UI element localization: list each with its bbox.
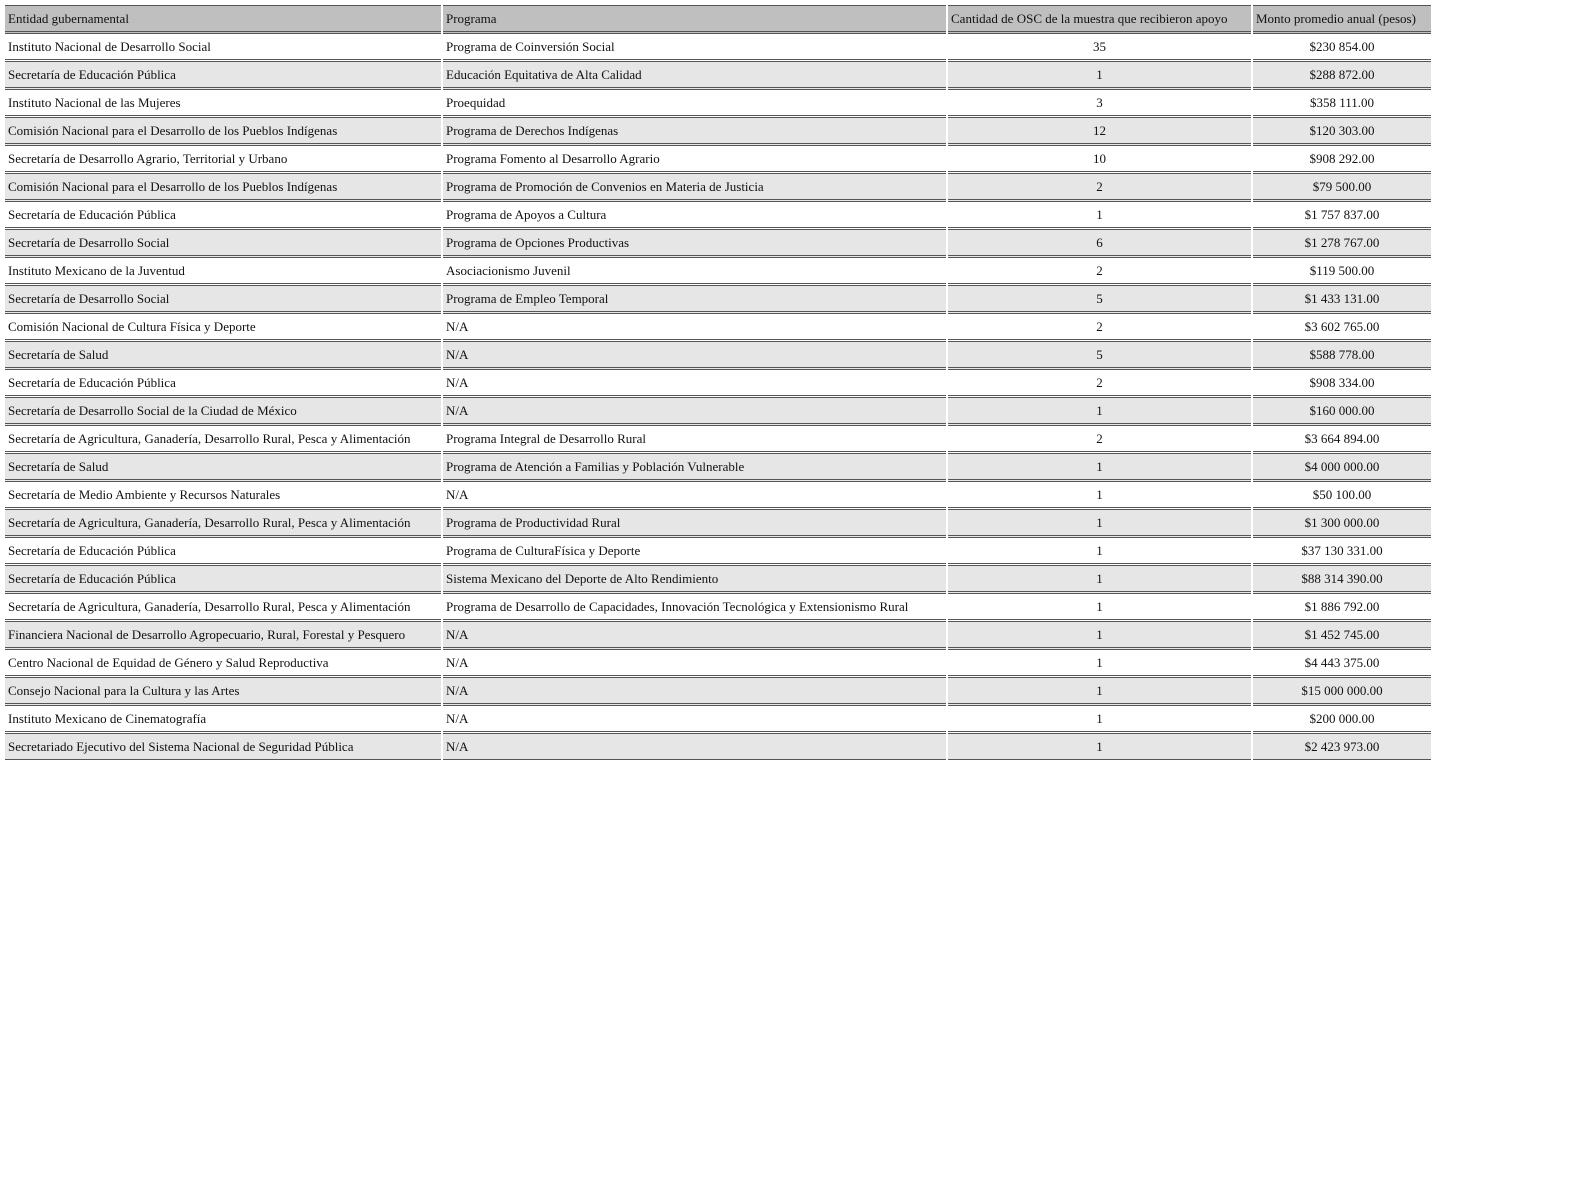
cell-count: 1 bbox=[948, 398, 1251, 426]
cell-entity: Centro Nacional de Equidad de Género y Salud Reproductiva bbox=[5, 650, 441, 678]
cell-program: Programa Fomento al Desarrollo Agrario bbox=[443, 146, 946, 174]
cell-count: 12 bbox=[948, 118, 1251, 146]
table-row bbox=[5, 342, 1431, 370]
cell-program: N/A bbox=[443, 398, 946, 426]
cell-entity: Secretaría de Salud bbox=[5, 454, 441, 482]
table-row bbox=[5, 314, 1431, 342]
cell-program: Programa de Desarrollo de Capacidades, Innovación Tecnológica y Extensionismo Rural bbox=[443, 594, 946, 622]
cell-amount: $37 130 331.00 bbox=[1253, 538, 1431, 566]
cell-amount: $1 278 767.00 bbox=[1253, 230, 1431, 258]
cell-count: 1 bbox=[948, 734, 1251, 760]
table-row bbox=[5, 370, 1431, 398]
cell-entity: Secretaría de Agricultura, Ganadería, Desarrollo Rural, Pesca y Alimentación bbox=[5, 426, 441, 454]
cell-entity: Secretaría de Educación Pública bbox=[5, 370, 441, 398]
cell-program: Programa de Empleo Temporal bbox=[443, 286, 946, 314]
cell-count: 1 bbox=[948, 202, 1251, 230]
table-row bbox=[5, 90, 1431, 118]
cell-amount: $1 757 837.00 bbox=[1253, 202, 1431, 230]
cell-entity: Comisión Nacional para el Desarrollo de los Pueblos Indígenas bbox=[5, 118, 441, 146]
cell-count: 1 bbox=[948, 482, 1251, 510]
cell-entity: Financiera Nacional de Desarrollo Agropecuario, Rural, Forestal y Pesquero bbox=[5, 622, 441, 650]
cell-entity: Instituto Mexicano de la Juventud bbox=[5, 258, 441, 286]
cell-amount: $358 111.00 bbox=[1253, 90, 1431, 118]
cell-amount: $79 500.00 bbox=[1253, 174, 1431, 202]
cell-program: Programa de Productividad Rural bbox=[443, 510, 946, 538]
table-row bbox=[5, 286, 1431, 314]
table-row bbox=[5, 650, 1431, 678]
cell-program: Programa de Opciones Productivas bbox=[443, 230, 946, 258]
table-row bbox=[5, 174, 1431, 202]
cell-entity: Secretaría de Medio Ambiente y Recursos Naturales bbox=[5, 482, 441, 510]
cell-count: 5 bbox=[948, 286, 1251, 314]
header-program: Programa bbox=[443, 5, 946, 34]
table-row bbox=[5, 426, 1431, 454]
cell-program: Educación Equitativa de Alta Calidad bbox=[443, 62, 946, 90]
cell-amount: $50 100.00 bbox=[1253, 482, 1431, 510]
cell-amount: $119 500.00 bbox=[1253, 258, 1431, 286]
cell-program: Programa de Derechos Indígenas bbox=[443, 118, 946, 146]
cell-entity: Comisión Nacional de Cultura Física y Deporte bbox=[5, 314, 441, 342]
cell-count: 1 bbox=[948, 538, 1251, 566]
cell-amount: $2 423 973.00 bbox=[1253, 734, 1431, 760]
cell-program: N/A bbox=[443, 370, 946, 398]
table-row bbox=[5, 62, 1431, 90]
table-row bbox=[5, 538, 1431, 566]
cell-amount: $3 602 765.00 bbox=[1253, 314, 1431, 342]
cell-amount: $230 854.00 bbox=[1253, 34, 1431, 62]
cell-amount: $288 872.00 bbox=[1253, 62, 1431, 90]
table-row bbox=[5, 34, 1431, 62]
cell-amount: $908 334.00 bbox=[1253, 370, 1431, 398]
cell-entity: Instituto Nacional de las Mujeres bbox=[5, 90, 441, 118]
cell-entity: Secretaría de Educación Pública bbox=[5, 538, 441, 566]
table-row bbox=[5, 566, 1431, 594]
cell-amount: $1 433 131.00 bbox=[1253, 286, 1431, 314]
table-row bbox=[5, 230, 1431, 258]
cell-count: 35 bbox=[948, 34, 1251, 62]
cell-amount: $908 292.00 bbox=[1253, 146, 1431, 174]
cell-count: 1 bbox=[948, 678, 1251, 706]
cell-amount: $1 300 000.00 bbox=[1253, 510, 1431, 538]
cell-count: 2 bbox=[948, 426, 1251, 454]
cell-count: 10 bbox=[948, 146, 1251, 174]
cell-program: Programa de Promoción de Convenios en Materia de Justicia bbox=[443, 174, 946, 202]
cell-program: N/A bbox=[443, 482, 946, 510]
cell-entity: Secretaría de Agricultura, Ganadería, Desarrollo Rural, Pesca y Alimentación bbox=[5, 510, 441, 538]
cell-program: N/A bbox=[443, 650, 946, 678]
cell-entity: Secretaría de Educación Pública bbox=[5, 566, 441, 594]
table-row bbox=[5, 594, 1431, 622]
table-row bbox=[5, 202, 1431, 230]
cell-entity: Instituto Mexicano de Cinematografía bbox=[5, 706, 441, 734]
cell-entity: Comisión Nacional para el Desarrollo de los Pueblos Indígenas bbox=[5, 174, 441, 202]
cell-program: Programa Integral de Desarrollo Rural bbox=[443, 426, 946, 454]
cell-program: Sistema Mexicano del Deporte de Alto Rendimiento bbox=[443, 566, 946, 594]
cell-program: N/A bbox=[443, 314, 946, 342]
cell-count: 1 bbox=[948, 566, 1251, 594]
cell-program: Programa de Atención a Familias y Población Vulnerable bbox=[443, 454, 946, 482]
cell-count: 1 bbox=[948, 594, 1251, 622]
cell-amount: $3 664 894.00 bbox=[1253, 426, 1431, 454]
cell-amount: $120 303.00 bbox=[1253, 118, 1431, 146]
table-row bbox=[5, 258, 1431, 286]
table-row bbox=[5, 510, 1431, 538]
header-count: Cantidad de OSC de la muestra que recibieron apoyo bbox=[948, 5, 1251, 34]
cell-program: N/A bbox=[443, 342, 946, 370]
table-row bbox=[5, 146, 1431, 174]
cell-entity: Secretaría de Educación Pública bbox=[5, 62, 441, 90]
cell-program: N/A bbox=[443, 706, 946, 734]
header-entity: Entidad gubernamental bbox=[5, 5, 441, 34]
cell-program: Programa de Coinversión Social bbox=[443, 34, 946, 62]
table-row bbox=[5, 118, 1431, 146]
cell-program: Asociacionismo Juvenil bbox=[443, 258, 946, 286]
table-row bbox=[5, 454, 1431, 482]
cell-program: N/A bbox=[443, 734, 946, 760]
cell-amount: $1 886 792.00 bbox=[1253, 594, 1431, 622]
cell-program: Proequidad bbox=[443, 90, 946, 118]
cell-count: 1 bbox=[948, 622, 1251, 650]
cell-amount: $88 314 390.00 bbox=[1253, 566, 1431, 594]
cell-amount: $160 000.00 bbox=[1253, 398, 1431, 426]
support-table bbox=[3, 5, 1433, 760]
cell-count: 1 bbox=[948, 706, 1251, 734]
cell-amount: $4 000 000.00 bbox=[1253, 454, 1431, 482]
cell-entity: Secretaría de Salud bbox=[5, 342, 441, 370]
cell-count: 1 bbox=[948, 510, 1251, 538]
table-row bbox=[5, 622, 1431, 650]
cell-amount: $15 000 000.00 bbox=[1253, 678, 1431, 706]
cell-entity: Secretaría de Desarrollo Social bbox=[5, 286, 441, 314]
cell-entity: Consejo Nacional para la Cultura y las Artes bbox=[5, 678, 441, 706]
cell-entity: Secretariado Ejecutivo del Sistema Nacional de Seguridad Pública bbox=[5, 734, 441, 760]
cell-amount: $200 000.00 bbox=[1253, 706, 1431, 734]
table-header-row bbox=[5, 5, 1431, 34]
cell-amount: $588 778.00 bbox=[1253, 342, 1431, 370]
cell-entity: Secretaría de Desarrollo Agrario, Territorial y Urbano bbox=[5, 146, 441, 174]
table-row bbox=[5, 706, 1431, 734]
cell-entity: Secretaría de Desarrollo Social bbox=[5, 230, 441, 258]
cell-amount: $1 452 745.00 bbox=[1253, 622, 1431, 650]
cell-program: N/A bbox=[443, 678, 946, 706]
cell-count: 2 bbox=[948, 258, 1251, 286]
cell-count: 2 bbox=[948, 314, 1251, 342]
cell-entity: Secretaría de Educación Pública bbox=[5, 202, 441, 230]
cell-count: 2 bbox=[948, 370, 1251, 398]
cell-entity: Secretaría de Desarrollo Social de la Ciudad de México bbox=[5, 398, 441, 426]
table-row bbox=[5, 678, 1431, 706]
cell-count: 1 bbox=[948, 454, 1251, 482]
table-row bbox=[5, 398, 1431, 426]
cell-count: 1 bbox=[948, 650, 1251, 678]
cell-entity: Secretaría de Agricultura, Ganadería, Desarrollo Rural, Pesca y Alimentación bbox=[5, 594, 441, 622]
table-body bbox=[5, 34, 1431, 760]
cell-amount: $4 443 375.00 bbox=[1253, 650, 1431, 678]
cell-count: 3 bbox=[948, 90, 1251, 118]
cell-count: 5 bbox=[948, 342, 1251, 370]
data-table-container bbox=[5, 5, 1433, 760]
cell-program: Programa de Apoyos a Cultura bbox=[443, 202, 946, 230]
cell-count: 1 bbox=[948, 62, 1251, 90]
cell-program: Programa de CulturaFísica y Deporte bbox=[443, 538, 946, 566]
cell-program: N/A bbox=[443, 622, 946, 650]
cell-entity: Instituto Nacional de Desarrollo Social bbox=[5, 34, 441, 62]
cell-count: 2 bbox=[948, 174, 1251, 202]
table-row bbox=[5, 482, 1431, 510]
cell-count: 6 bbox=[948, 230, 1251, 258]
header-amount: Monto promedio anual (pesos) bbox=[1253, 5, 1431, 34]
table-row bbox=[5, 734, 1431, 760]
